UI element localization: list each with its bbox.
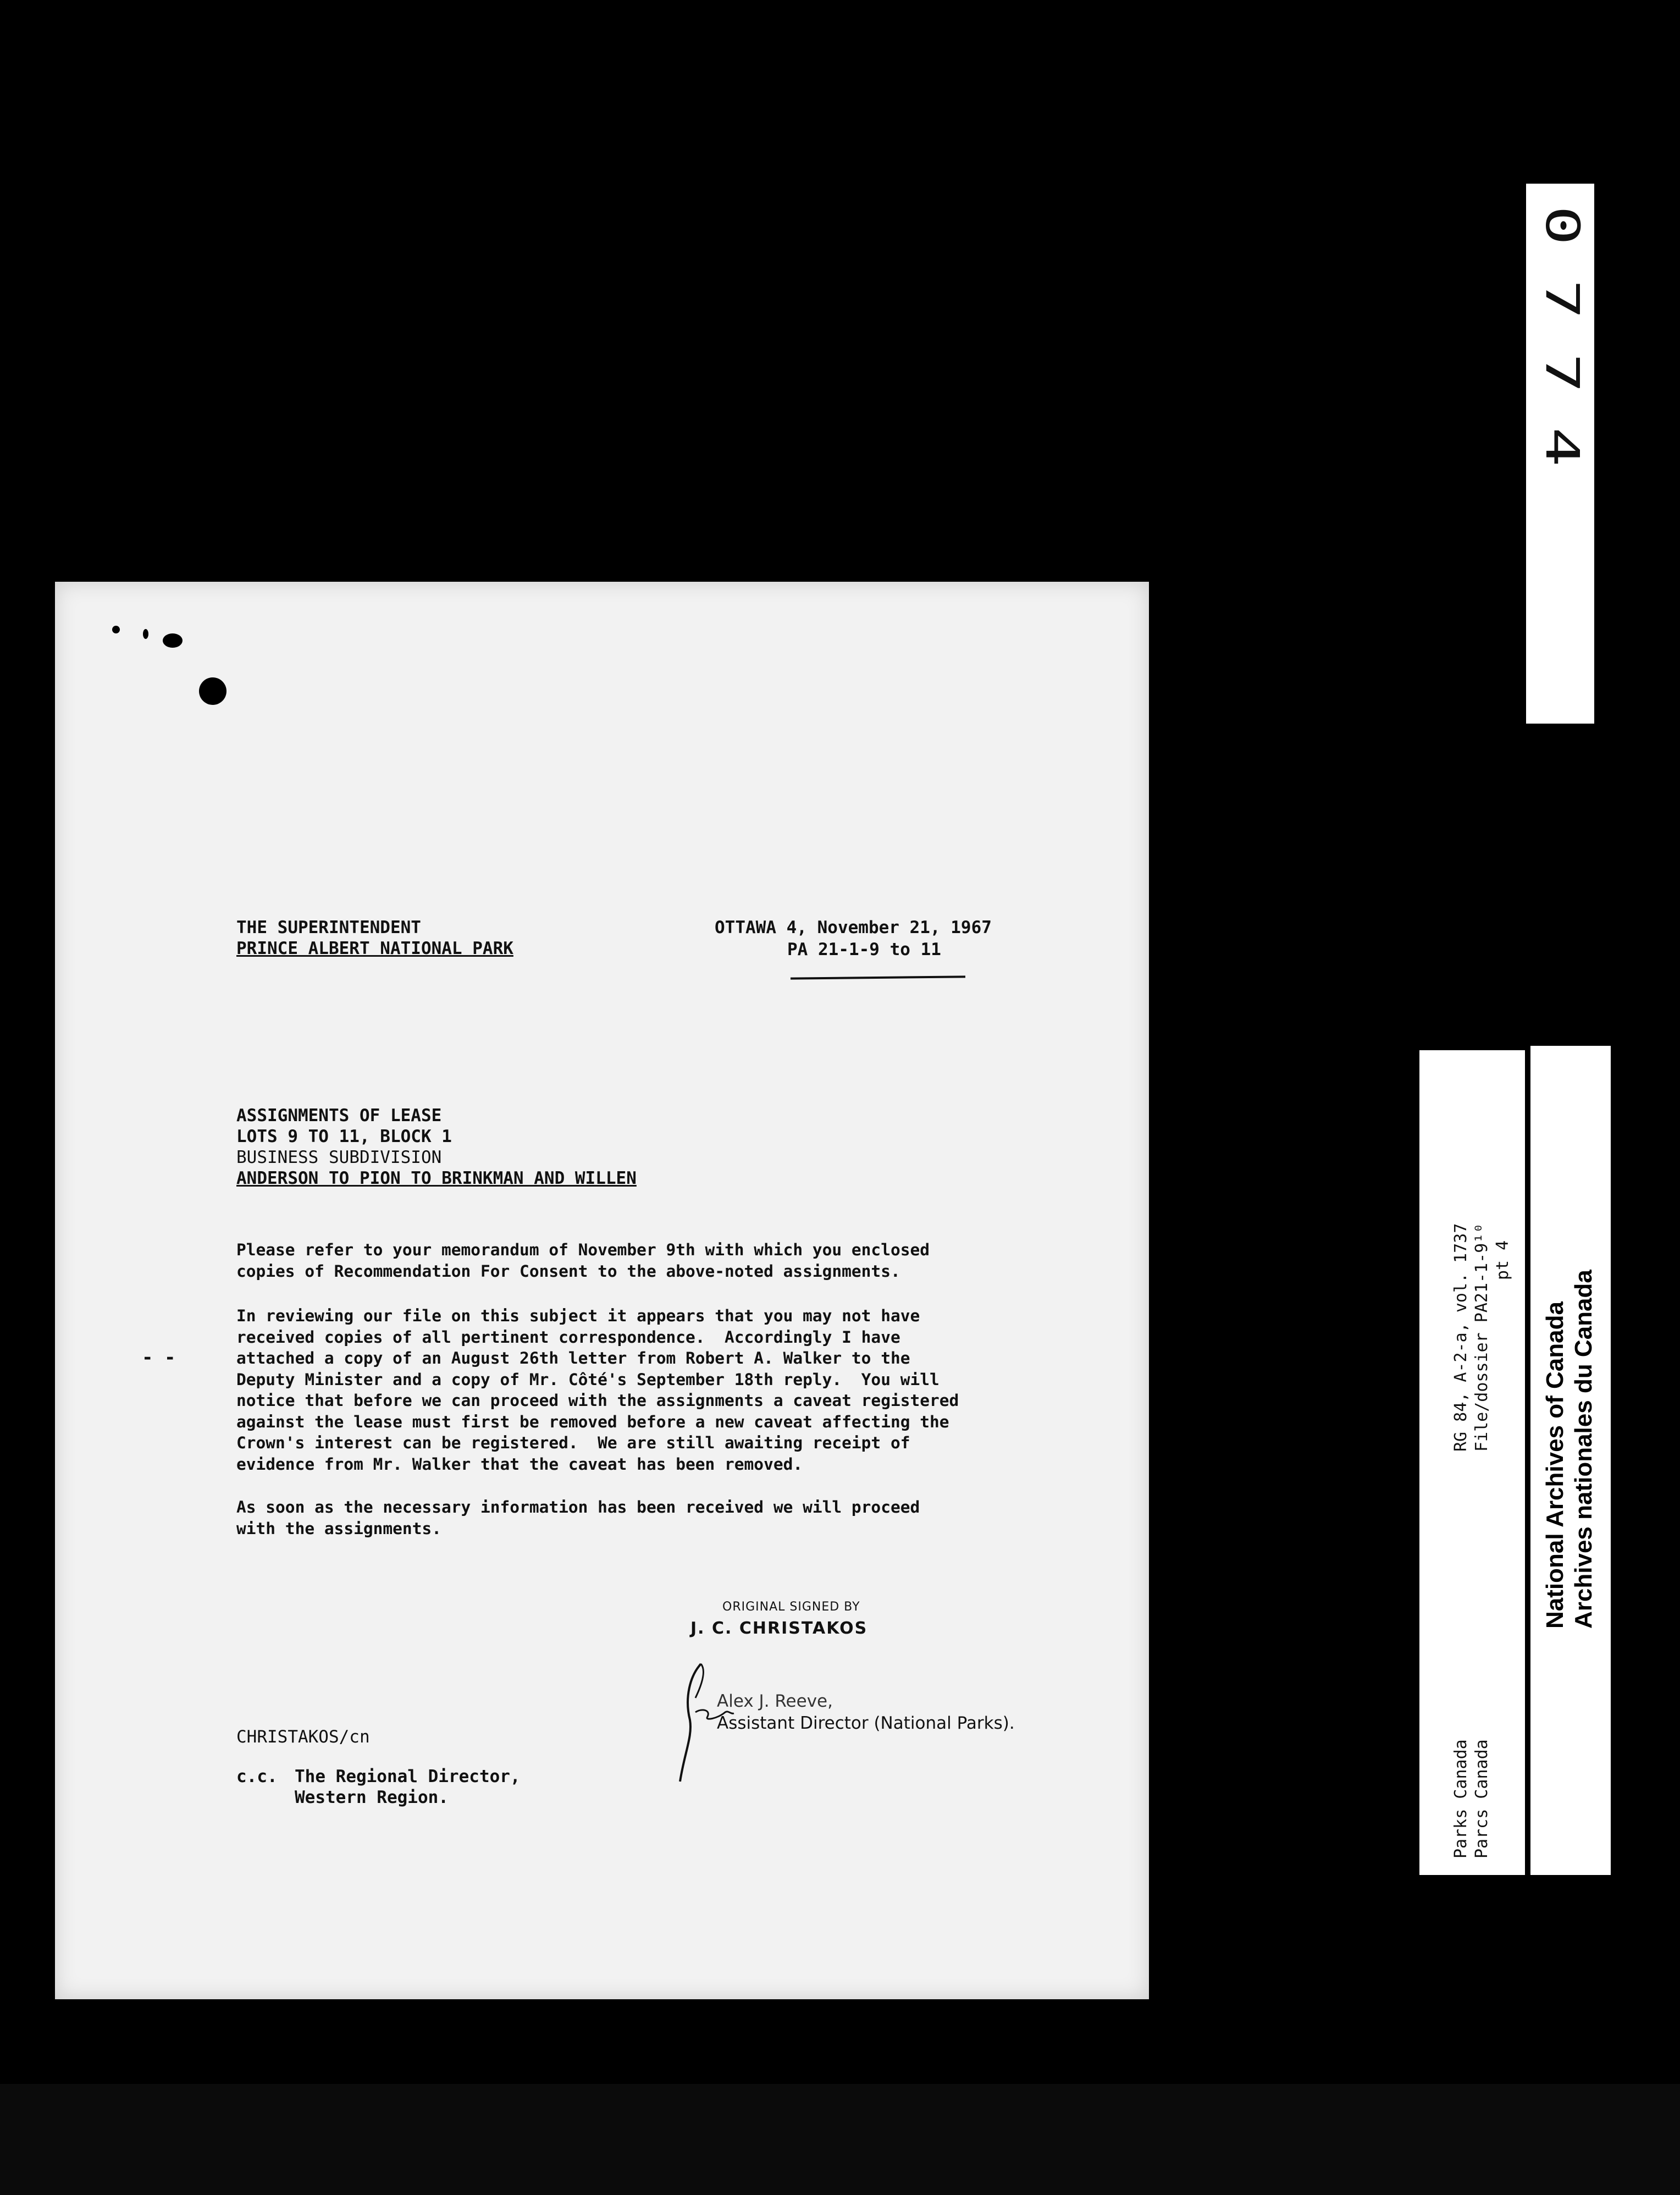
addressee-line1: THE SUPERINTENDENT	[236, 918, 421, 937]
margin-mark: - -	[142, 1347, 176, 1369]
ink-speck	[143, 629, 148, 639]
archives-fr: Archives nationales du Canada	[1570, 1270, 1597, 1629]
addressee-line2: PRINCE ALBERT NATIONAL PARK	[236, 939, 513, 958]
archive-reference-label	[1419, 1050, 1525, 1875]
national-archives-label	[1530, 1046, 1611, 1875]
subject-line1: ASSIGNMENTS OF LEASE	[236, 1106, 442, 1126]
ink-speck	[163, 633, 183, 648]
initials: CHRISTAKOS/cn	[236, 1727, 370, 1747]
label-divider	[1525, 1050, 1530, 1875]
original-signed-by: ORIGINAL SIGNED BY	[722, 1600, 860, 1614]
signatory-name: Alex J. Reeve,	[717, 1691, 833, 1711]
cc-prefix: c.c.	[236, 1767, 278, 1786]
paragraph-1: Please refer to your memorandum of November 9th with which you enclosed copies of Recommendation For Consent to the above-noted assignments.	[236, 1240, 930, 1281]
agency-en: Parks Canada	[1451, 1739, 1471, 1858]
agency-fr: Parcs Canada	[1472, 1739, 1491, 1858]
cc-line1: The Regional Director,	[295, 1767, 521, 1786]
reference-line3: pt 4	[1493, 1240, 1512, 1280]
reference-line2: File/dossier PA21-1-9¹⁰	[1472, 1223, 1491, 1452]
subject-line3: BUSINESS SUBDIVISION	[236, 1148, 442, 1167]
ink-speck	[112, 626, 120, 633]
signer-name: J. C. CHRISTAKOS	[690, 1619, 868, 1638]
reference-underline	[791, 975, 965, 979]
punch-hole	[199, 677, 226, 705]
paragraph-2: In reviewing our file on this subject it appears that you may not have received copies of all pertinent correspondence. Accordingly I have attached a copy of an August 26th letter from Robert A. Walker to the Deputy Minister and a copy of Mr. Côté's September 18th reply. You will notice that before we can proceed with the assignments a caveat registered against the lease must first be removed before a new caveat affecting the Crown's interest can be registered. We are still awaiting receipt of evidence from Mr. Walker that the caveat has been removed.	[236, 1306, 959, 1474]
cc-line2: Western Region.	[295, 1788, 449, 1807]
subject-line4: ANDERSON TO PION TO BRINKMAN AND WILLEN	[236, 1168, 637, 1188]
subject-line2: LOTS 9 TO 11, BLOCK 1	[236, 1127, 452, 1146]
reference-line1: RG 84, A-2-a, vol. 1737	[1451, 1223, 1471, 1452]
archives-en: National Archives of Canada	[1541, 1301, 1568, 1629]
paragraph-3: As soon as the necessary information has been received we will proceed with the assignments.	[236, 1498, 920, 1538]
bottom-band	[0, 2084, 1680, 2195]
file-reference: PA 21-1-9 to 11	[787, 940, 941, 959]
signatory-title: Assistant Director (National Parks).	[717, 1713, 1015, 1733]
frame-number: 0774	[1535, 206, 1589, 501]
place-date: OTTAWA 4, November 21, 1967	[715, 918, 992, 937]
frame-number-label	[1526, 184, 1594, 724]
letter-page	[55, 582, 1149, 1999]
